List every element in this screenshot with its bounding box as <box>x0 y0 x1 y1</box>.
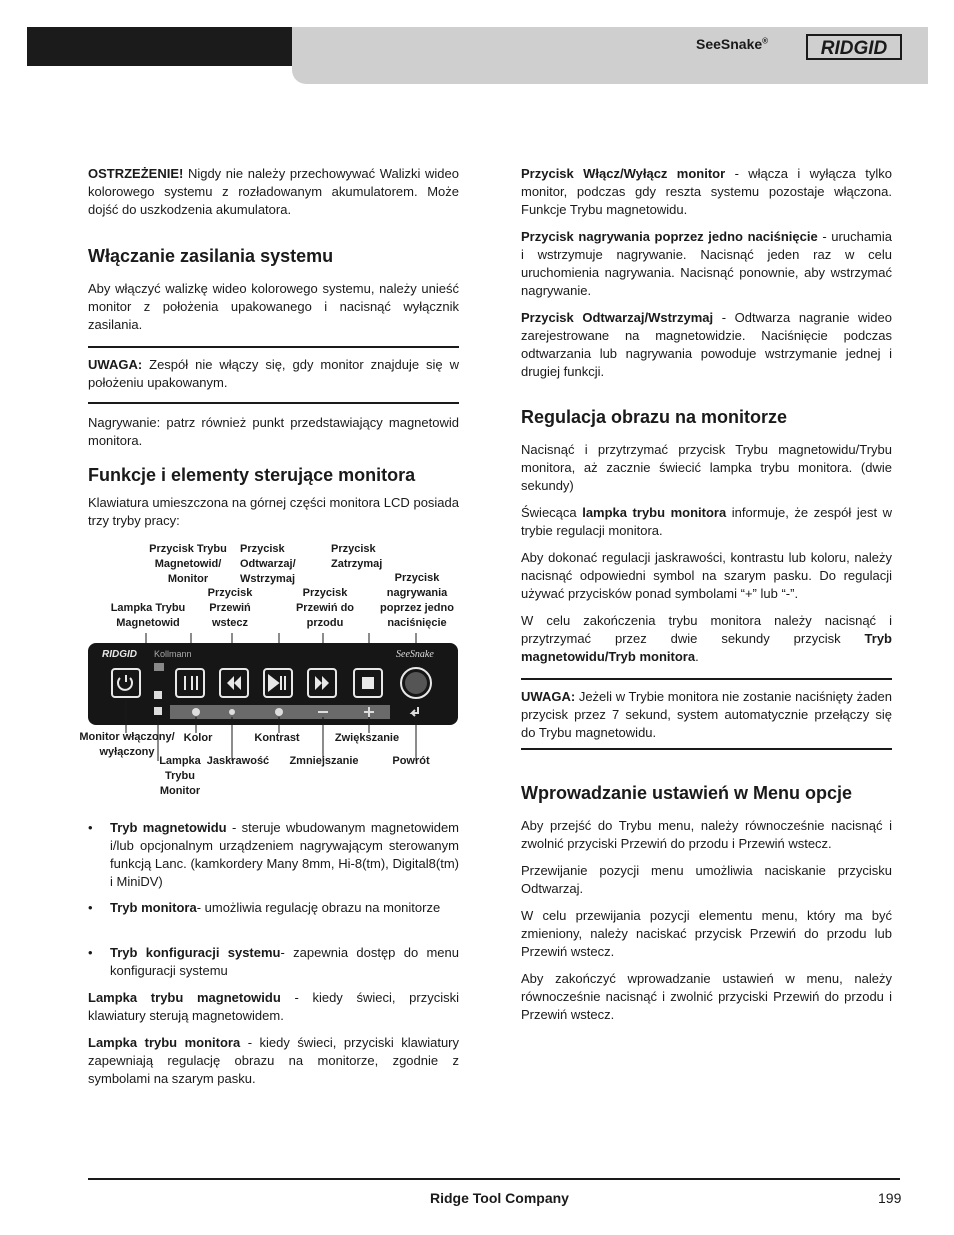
svg-text:RIDGID: RIDGID <box>820 38 888 59</box>
play-pause-paragraph: Przycisk Odtwarzaj/Wstrzymaj - Odtwarza nagranie wideo zarejestrowane na magnetowidzie. Naciśnięcie podczas odtwarzania lub nagrywania powoduje wstrzymanie jednej i drugiej funkcji. <box>521 310 892 379</box>
label-forward: Przycisk Przewiń do przodu <box>295 587 355 629</box>
heading-power: Włączanie zasilania systemu <box>88 246 334 266</box>
header-gray-tab <box>292 66 928 84</box>
svg-text:Kollmann: Kollmann <box>154 649 192 659</box>
menu-paragraph-3: W celu przewijania pozycji elementu menu, który ma być zmieniony, należy naciskać przycisk Przewiń do przodu lub Przewiń wstecz. <box>521 908 892 959</box>
adjust-paragraph-4: W celu zakończenia trybu monitora należy nacisnąć i przytrzymać przez dwie sekundy przycisk Tryb magnetowidu/Tryb monitora. <box>521 613 892 664</box>
warning-paragraph: OSTRZEŻENIE! Nigdy nie należy przechowywać Walizki wideo kolorowego systemu z rozładowanym akumulatorem. Może dojść do uszkodzenia akumulatora. <box>88 166 459 217</box>
vcr-lamp-paragraph: Lampka trybu magnetowidu - kiedy świeci, przyciski klawiatury sterują magnetowidem. <box>88 990 459 1023</box>
label-rewind: Przycisk Przewiń wstecz <box>207 587 253 629</box>
bullet-vcr-mode: • Tryb magnetowidu - steruje wbudowanym magnetowidem i/lub opcjonalnym urządzeniem nagrywającym sterowanym funkcją Lanc. (kamkordery Many 8mm, Hi-8(tm), Digital8(tm) i MiniDV) <box>88 820 460 889</box>
label-back: Powrót <box>392 755 430 767</box>
label-brightness: Jaskrawość <box>206 755 270 767</box>
recording-paragraph: Nagrywanie: patrz również punkt przedstawiający magnetowid monitora. <box>88 415 459 448</box>
header-brand: SeeSnake® <box>696 36 769 52</box>
menu-paragraph-2: Przewijanie pozycji menu umożliwia naciskanie przycisku Odtwarzaj. <box>521 863 892 896</box>
header-black-bar <box>27 27 292 66</box>
adjust-paragraph-1: Nacisnąć i przytrzymać przycisk Trybu magnetowidu/Trybu monitora, aż zacznie świecić lampka trybu monitora. (dwie sekundy) <box>521 442 892 493</box>
label-contrast: Kontrast <box>254 732 300 744</box>
note-paragraph: UWAGA: Zespół nie włączy się, gdy monitor znajduje się w położeniu upakowanym. <box>88 357 459 390</box>
ridgid-logo <box>806 33 902 61</box>
menu-paragraph-4: Aby zakończyć wprowadzanie ustawień w menu, należy równocześnie nacisnąć i zwolnić przyciski Przewiń do przodu i Przewiń wstecz. <box>521 971 892 1022</box>
label-monitor-lamp: Lampka Trybu Monitor <box>159 755 201 797</box>
adjust-paragraph-2: Świecąca lampka trybu monitora informuje, że zespół jest w trybie regulacji monitora. <box>521 505 893 538</box>
heading-adjust: Regulacja obrazu na monitorze <box>521 407 788 427</box>
heading-functions: Funkcje i elementy sterujące monitora <box>88 465 416 485</box>
label-decrease: Zmniejszanie <box>289 755 359 767</box>
monitor-onoff-paragraph: Przycisk Włącz/Wyłącz monitor - włącza i wyłącza tylko monitor, podczas gdy reszta systemu pozostaje włączona. Funkcje Trybu magnetowidu. <box>521 166 892 217</box>
label-monitor-on-off: Monitor włączony/ wyłączony <box>79 731 175 758</box>
label-stop: Przycisk Zatrzymaj <box>331 543 383 570</box>
bullet-config-mode: • Tryb konfiguracji systemu- zapewnia dostęp do menu konfiguracji systemu <box>88 945 459 978</box>
svg-text:SeeSnake: SeeSnake <box>396 649 434 660</box>
bullet-monitor-mode: • Tryb monitora- umożliwia regulację obrazu na monitorze <box>88 900 441 915</box>
label-play-pause: Przycisk Odtwarzaj/ Wstrzymaj <box>240 543 296 585</box>
label-vcr-mode-button: Przycisk Trybu Magnetowid/ Monitor <box>149 543 227 585</box>
label-one-touch-record: Przycisk nagrywania poprzez jedno naciśnięcie <box>380 572 454 629</box>
note-bottom-rule <box>88 402 459 404</box>
right-note-bottom-rule <box>521 748 892 750</box>
svg-text:RIDGID: RIDGID <box>102 649 137 660</box>
monitor-lamp-paragraph: Lampka trybu monitora - kiedy świeci, przyciski klawiatury zapewniają regulację obrazu na monitorze, zgodnie z symbolami na szarym pasku. <box>88 1035 460 1086</box>
page-number: 199 <box>878 1190 902 1206</box>
functions-paragraph: Klawiatura umieszczona na górnej części monitora LCD posiada trzy tryby pracy: <box>88 495 459 528</box>
heading-menu: Wprowadzanie ustawień w Menu opcje <box>521 783 853 803</box>
power-paragraph: Aby włączyć walizkę wideo kolorowego systemu, należy unieść monitor z położenia upakowanego i nacisnąć wyłącznik zasilania. <box>88 281 459 332</box>
note-top-rule <box>88 346 459 348</box>
adjust-paragraph-3: Aby dokonać regulacji jaskrawości, kontrastu lub koloru, należy nacisnąć odpowiedni symbol na szarym pasku. Do regulacji używać przycisków ponad symbolami “+” lub “-”. <box>521 550 892 601</box>
footer-company: Ridge Tool Company <box>430 1190 569 1206</box>
footer-rule <box>88 1178 900 1180</box>
right-note-paragraph: UWAGA: Jeżeli w Trybie monitora nie zostanie naciśnięty żaden przycisk przez 7 sekund, system automatycznie przełączy się do Trybu magnetowidu. <box>521 689 892 740</box>
menu-paragraph-1: Aby przejść do Trybu menu, należy równocześnie nacisnąć i zwolnić przyciski Przewiń do przodu i Przewiń wstecz. <box>521 818 892 851</box>
one-touch-record-paragraph: Przycisk nagrywania poprzez jedno naciśnięcie - uruchamia i wstrzymuje nagrywanie. Nacisnąć jeden raz w celu uruchomienia nagrywania. Nacisnąć ponownie, aby wstrzymać nagrywanie. <box>521 229 892 298</box>
label-color: Kolor <box>183 732 213 744</box>
label-increase: Zwiększanie <box>334 732 400 744</box>
label-vcr-lamp: Lampka Trybu Magnetowid <box>110 602 186 629</box>
right-note-top-rule <box>521 678 892 680</box>
